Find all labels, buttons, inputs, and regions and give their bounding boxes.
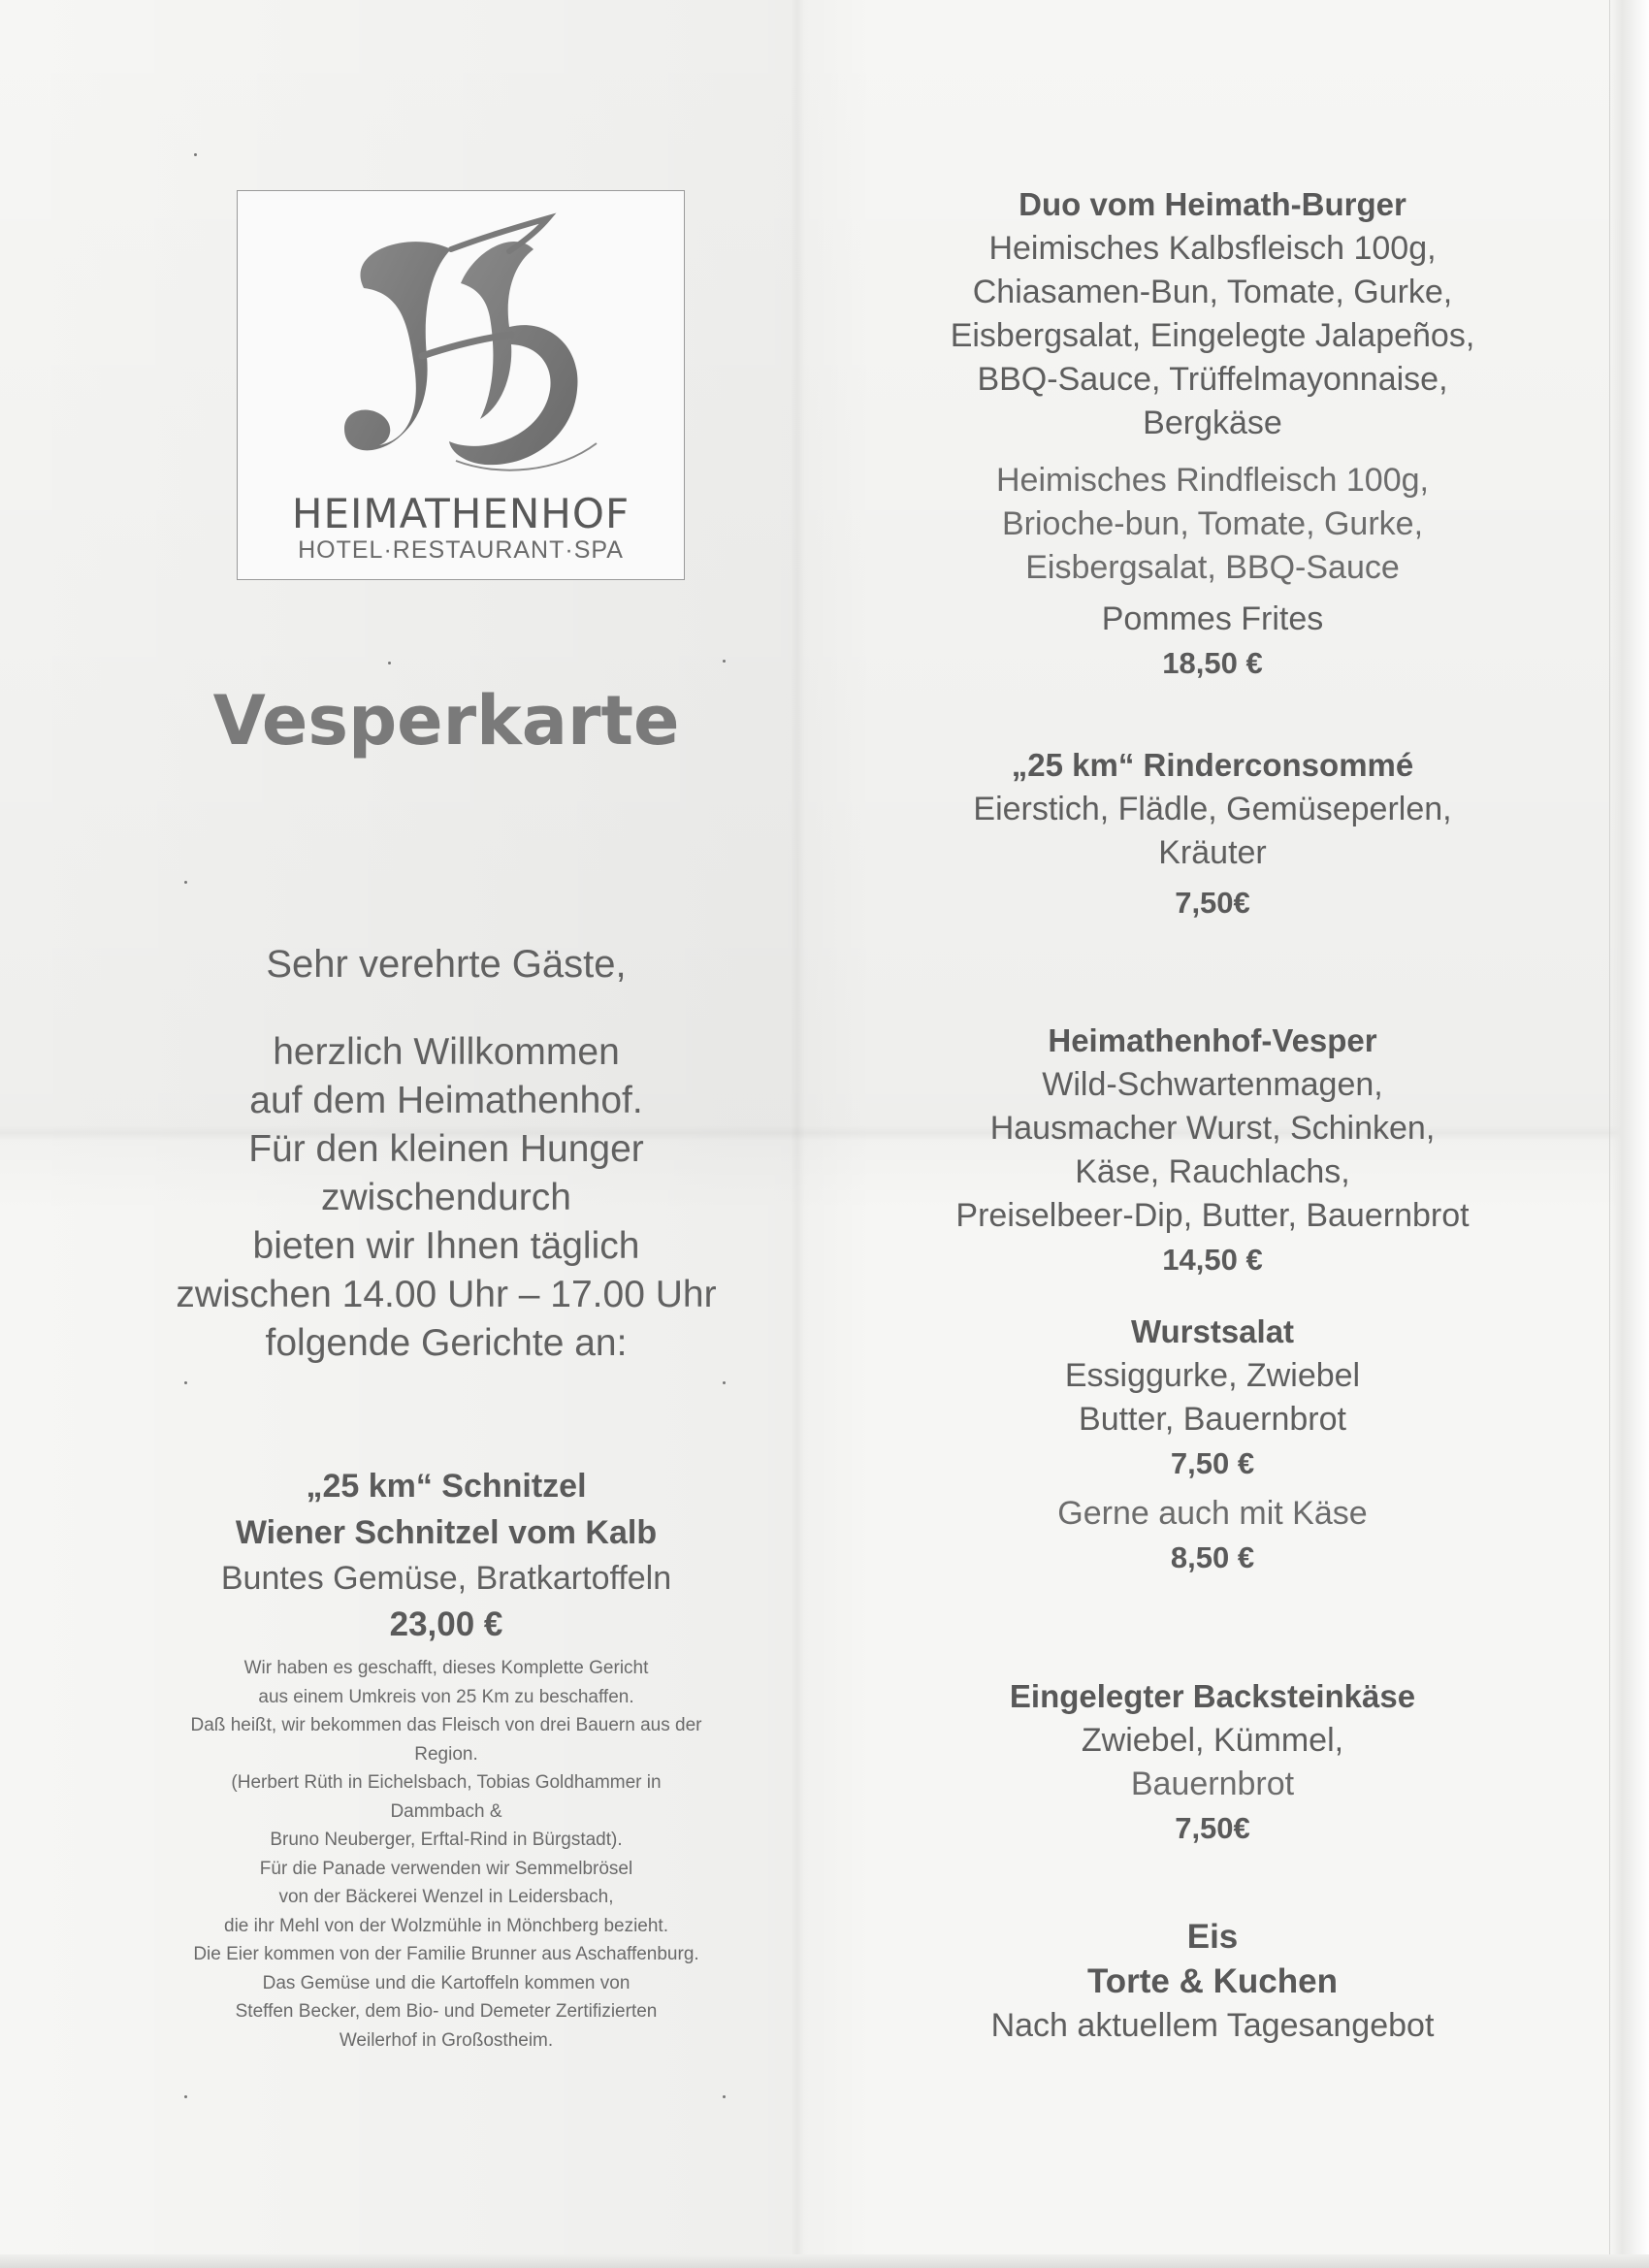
dish-name: „25 km“ Schnitzel (306, 1468, 587, 1505)
dish-price: 18,50 € (1162, 646, 1263, 680)
note-line: Die Eier kommen von der Familie Brunner aus Aschaffenburg. (193, 1944, 699, 1964)
dish-line: Nach aktuellem Tagesangebot (990, 2007, 1435, 2044)
note-line: die ihr Mehl von der Wolzmühle in Mönchberg bezieht. (224, 1915, 668, 1936)
speck (723, 2095, 726, 2098)
welcome-line: bieten wir Ihnen täglich (252, 1225, 640, 1267)
vesper-dish (854, 1019, 1571, 1282)
dish-line: Butter, Bauernbrot (1079, 1401, 1346, 1438)
note-line: Bruno Neuberger, Erftal-Rind in Bürgstadt). (270, 1830, 623, 1850)
dish-price: 14,50 € (1162, 1243, 1263, 1277)
wurstsalat-dish (854, 1310, 1571, 1580)
dish-line: Kräuter (1158, 834, 1267, 871)
dish-line: Wild-Schwartenmagen, (1042, 1066, 1383, 1103)
note-line: Weilerhof in Großostheim. (339, 2029, 554, 2051)
note-line: Wir haben es geschafft, dieses Komplette Gericht (243, 1658, 649, 1678)
paper-edge (1609, 0, 1649, 2268)
backstein-dish (854, 1674, 1571, 1851)
dish-line: Käse, Rauchlachs, (1075, 1153, 1350, 1190)
dish-line: Eisbergsalat, Eingelegte Jalapeños, (950, 317, 1475, 354)
dish-line: Bauernbrot (1130, 1766, 1295, 1802)
welcome-line: zwischen 14.00 Uhr – 17.00 Uhr (176, 1274, 717, 1315)
logo-subtitle: HOTEL·RESTAURANT·SPA (298, 536, 624, 564)
dish-line: Hausmacher Wurst, Schinken, (989, 1110, 1436, 1147)
welcome-line: zwischendurch (321, 1177, 571, 1218)
note-line: (Herbert Rüth in Eichelsbach, Tobias Goldhammer in (231, 1772, 662, 1793)
dish-description: Buntes Gemüse, Bratkartoffeln (220, 1560, 672, 1597)
dish-line: Brioche-bun, Tomate, Gurke, (1001, 505, 1424, 542)
dish-line: Eisbergsalat, BBQ-Sauce (1025, 549, 1400, 586)
welcome-text (78, 1028, 815, 1368)
dish-line: Heimisches Rindfleisch 100g, (996, 462, 1429, 499)
welcome-line: herzlich Willkommen (273, 1031, 620, 1073)
note-line: von der Bäckerei Wenzel in Leidersbach, (278, 1887, 614, 1907)
dessert-dish (854, 1915, 1571, 2048)
note-line: Daß heißt, wir bekommen das Fleisch von drei Bauern aus der (190, 1715, 702, 1735)
dish-extra-price: 8,50 € (1170, 1540, 1255, 1574)
paper-edge (0, 2254, 1649, 2268)
speck (184, 2095, 187, 2098)
speck (723, 1381, 726, 1384)
dish-side: Pommes Frites (1101, 600, 1324, 637)
dish-line: BBQ-Sauce, Trüffelmayonnaise, (977, 361, 1448, 398)
welcome-line: folgende Gerichte an: (265, 1322, 628, 1364)
dish-line: Heimisches Kalbsfleisch 100g, (988, 230, 1437, 267)
page-title: Vesperkarte (212, 681, 680, 761)
dish-extra: Gerne auch mit Käse (1057, 1495, 1368, 1532)
note-line: Region. (414, 1743, 478, 1765)
dish-price: 7,50€ (1175, 886, 1250, 920)
schnitzel-note (116, 1654, 776, 2055)
dish-name: Torte & Kuchen (1087, 1962, 1338, 2000)
dish-price: 23,00 € (389, 1605, 503, 1643)
greeting: Sehr verehrte Gäste, (266, 943, 627, 986)
note-line: Steffen Becker, dem Bio- und Demeter Zertifizierten (235, 2001, 658, 2022)
dish-price: 7,50€ (1175, 1811, 1250, 1845)
dish-price: 7,50 € (1170, 1446, 1255, 1480)
speck (194, 153, 197, 156)
logo-name: HEIMATHENHOF (291, 490, 630, 537)
note-line: Dammbach & (390, 1800, 502, 1822)
note-line: Das Gemüse und die Kartoffeln kommen von (262, 1972, 630, 1993)
dish-name: „25 km“ Rinderconsommé (1011, 747, 1414, 783)
note-line: Für die Panade verwenden wir Semmelbrösel (259, 1858, 633, 1879)
dish-name: Eis (1186, 1918, 1239, 1956)
dish-line: Chiasamen-Bun, Tomate, Gurke, (972, 274, 1453, 310)
dish-line: Bergkäse (1143, 405, 1282, 441)
welcome-line: auf dem Heimathenhof. (249, 1080, 643, 1121)
logo (237, 190, 685, 580)
dish-name: Wurstsalat (1130, 1313, 1295, 1349)
speck (184, 881, 187, 884)
speck (723, 660, 726, 663)
dish-name: Heimathenhof-Vesper (1048, 1022, 1377, 1058)
schnitzel-dish (107, 1463, 786, 1649)
dish-line: Preiselbeer-Dip, Butter, Bauernbrot (955, 1197, 1470, 1234)
dish-name: Wiener Schnitzel vom Kalb (235, 1514, 658, 1551)
dish-line: Essiggurke, Zwiebel (1064, 1357, 1361, 1394)
heimathenhof-logo-icon (306, 211, 616, 482)
consomme-dish (854, 743, 1571, 925)
speck (184, 1381, 187, 1384)
dish-line: Eierstich, Flädle, Gemüseperlen, (973, 791, 1452, 827)
dish-line: Zwiebel, Kümmel, (1081, 1722, 1344, 1759)
speck (388, 662, 391, 664)
dish-name: Eingelegter Backsteinkäse (1009, 1678, 1416, 1714)
note-line: aus einem Umkreis von 25 Km zu beschaffen. (258, 1686, 634, 1707)
dish-name: Duo vom Heimath-Burger (1018, 186, 1406, 222)
burger-dish (854, 182, 1571, 686)
welcome-line: Für den kleinen Hunger (248, 1128, 644, 1170)
